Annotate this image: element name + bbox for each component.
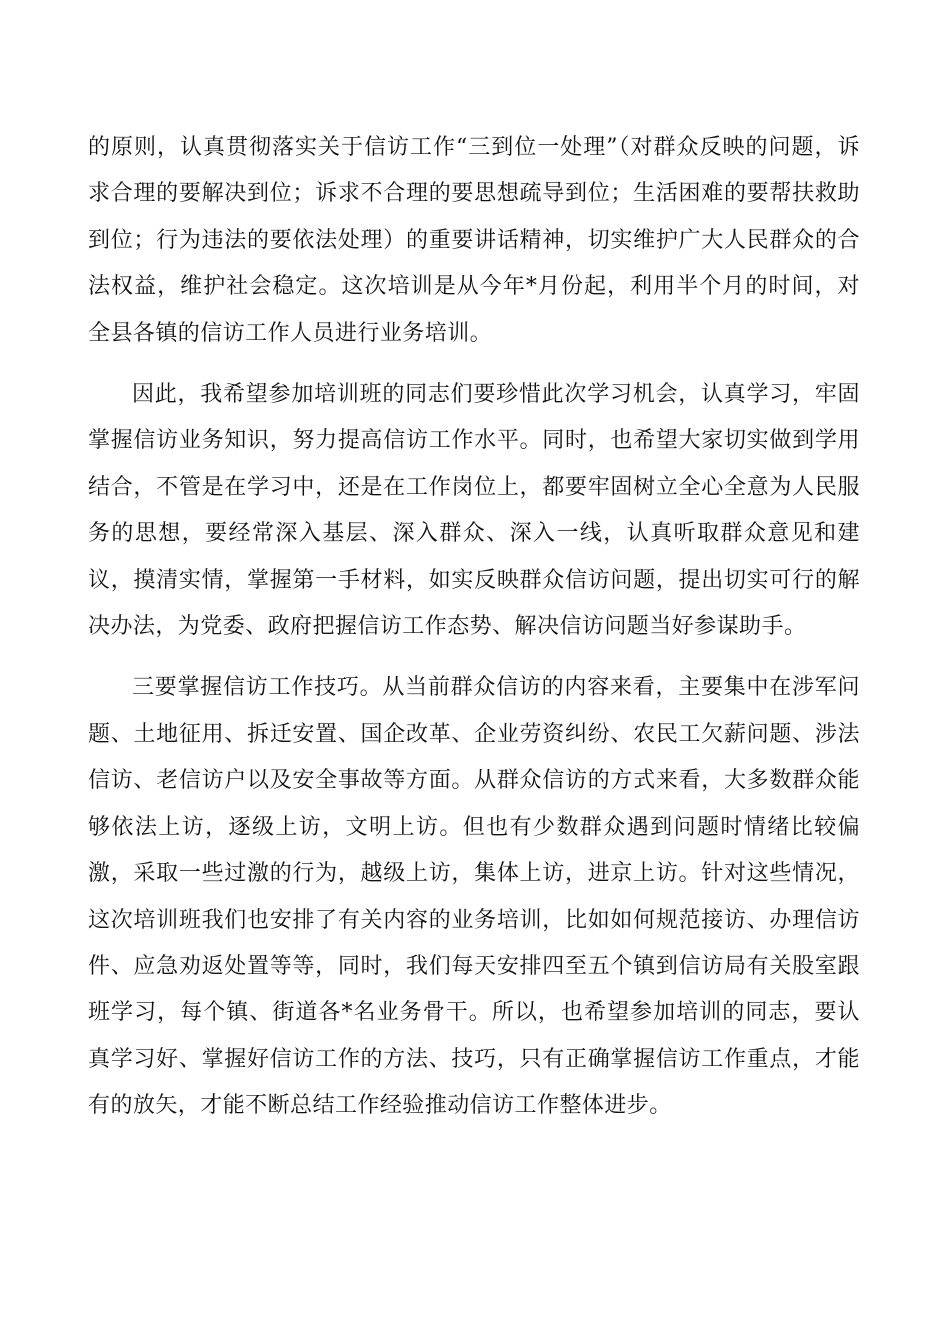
paragraph-study-opportunity: 因此，我希望参加培训班的同志们要珍惜此次学习机会，认真学习，牢固掌握信访业务知识，努力提高信访工作水平。同时，也希望大家切实做到学用结合，不管是在学习中，还是在工作岗位上，都要牢固树立全心全意为人民服务的思想，要经常深入基层、深入群众、深入一线，认真听取群众意见和建议，摸清实情，掌握第一手材料，如实反映群众信访问题，提出切实可行的解决办法，为党委、政府把握信访工作态势、解决信访问题当好参谋助手。: [88, 382, 860, 640]
paragraph-continuation: 的原则，认真贯彻落实关于信访工作“三到位一处理”（对群众反映的问题，诉求合理的要解决到位；诉求不合理的要思想疏导到位；生活困难的要帮扶救助到位；行为违法的要依法处理）的重要讲话精神，切实维护广大人民群众的合法权益，维护社会稳定。这次培训是从今年*月份起，利用半个月的时间，对全县各镇的信访工作人员进行业务培训。: [88, 135, 860, 346]
paragraph-petition-skills: 三要掌握信访工作技巧。从当前群众信访的内容来看，主要集中在涉军问题、土地征用、拆迁安置、国企改革、企业劳资纠纷、农民工欠薪问题、涉法信访、老信访户以及安全事故等方面。从群众信访的方式来看，大多数群众能够依法上访，逐级上访，文明上访。但也有少数群众遇到问题时情绪比较偏激，采取一些过激的行为，越级上访，集体上访，进京上访。针对这些情况，这次培训班我们也安排了有关内容的业务培训，比如如何规范接访、办理信访件、应急劝返处置等等，同时，我们每天安排四至五个镇到信访局有关股室跟班学习，每个镇、街道各*名业务骨干。所以，也希望参加培训的同志，要认真学习好、掌握好信访工作的方法、技巧，只有正确掌握信访工作重点，才能有的放矢，才能不断总结工作经验推动信访工作整体进步。: [88, 675, 860, 1119]
document-page: [88, 125, 860, 1130]
